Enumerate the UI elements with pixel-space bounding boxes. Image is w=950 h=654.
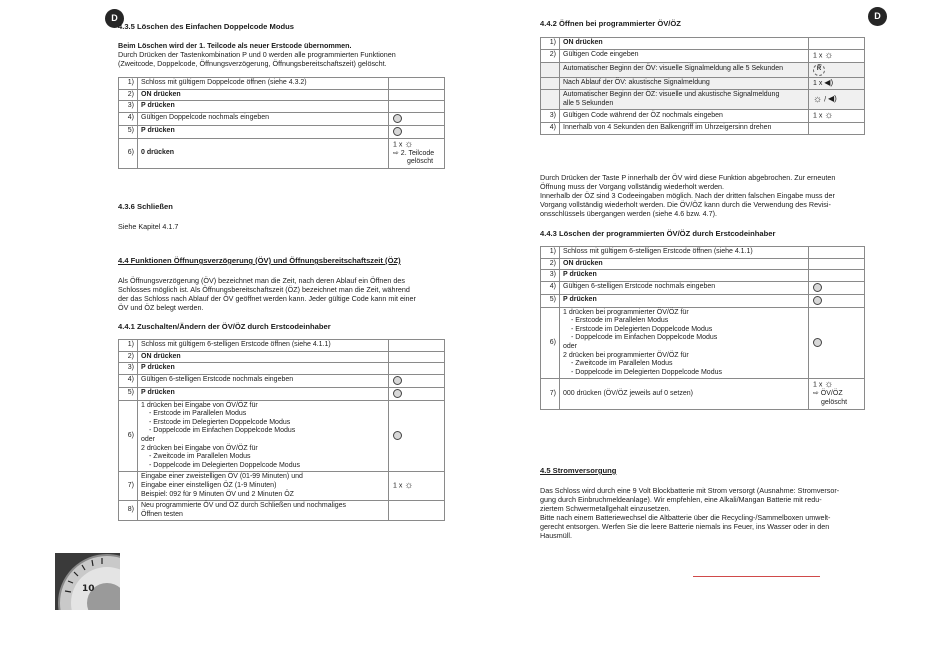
step-number: 1) [119, 340, 138, 352]
text-after-4-4-2: Durch Drücken der Taste P innerhalb der ÖV wird diese Funktion abgebrochen. Zur erneuten Öffnung muss der Vorgang vollständig wiederholt werden. Innerhalb der ÖZ sind 3 Codeeingaben möglich. Nach der dritten falschen Eingabe muss der Vorgang vollständig wiederholt werden. Die ÖV/ÖZ kann durch die Verwendung des Revisi- onsschlüssels übergangen werden (siehe 4.6 bzw. 4.7). [540, 173, 836, 218]
step-text: Eingabe einer zweistelligen ÖV (01-99 Minuten) und Eingabe einer einstelligen ÖZ (1-9 Minuten) Beispiel: 092 für 9 Minuten ÖV und 2 Minuten ÖZ [138, 472, 389, 501]
step-icon-cell [389, 125, 445, 138]
table-row [119, 387, 445, 400]
code-icon [393, 114, 402, 123]
step-text: Innerhalb von 4 Sekunden den Balkengriff im Uhrzeigersinn drehen [560, 123, 809, 135]
table-row [541, 90, 865, 110]
step-text: P drücken [138, 101, 389, 113]
step-icon-cell [809, 247, 865, 259]
code-icon [393, 389, 402, 398]
step-number: 4) [541, 281, 560, 294]
step-icon-cell [389, 138, 445, 168]
steps-table-4-4-2 [540, 37, 865, 135]
step-number: 7) [119, 472, 138, 501]
step-number: 1) [541, 247, 560, 259]
light-signal-icon: ☼ [824, 379, 834, 391]
step-icon-cell: ☼ / ◀) [809, 90, 865, 110]
code-icon [813, 338, 822, 347]
table-row [541, 110, 865, 123]
step-icon-cell [809, 307, 865, 379]
step-text: ON drücken [560, 258, 809, 270]
text-4-5: Das Schloss wird durch eine 9 Volt Blockbatterie mit Strom versorgt (Ausnahme: Stromversor- gung durch Einbruchmeldeanlage). Wir empfehlen, eine Alkali/Mangan Batterie mit redu- ziertem Schwermetallgehalt einzusetzen. Bitte nach einem Batteriewechsel die Altbatterie über die Recycling-/Sammelboxen umwelt- gerecht entsorgen. Werfen Sie die leere Batterie niemals ins Feuer, ins Wasser oder in den Hausmüll. [540, 486, 840, 540]
table-row [119, 472, 445, 501]
table-row [541, 123, 865, 135]
step-text: ON drücken [560, 38, 809, 50]
step-number: 1) [541, 38, 560, 50]
table-row [541, 379, 865, 409]
step-icon-cell [389, 101, 445, 113]
step-number: 3) [119, 101, 138, 113]
intro-line: Durch Drücken der Tastenkombination P und 0 werden alle programmierten Funktionen [118, 50, 396, 59]
step-icon-cell [389, 89, 445, 101]
step-number [541, 62, 560, 77]
step-icon-cell [389, 400, 445, 472]
step-icon-cell [389, 78, 445, 90]
step-number: 4) [119, 374, 138, 387]
step-icon-cell [389, 501, 445, 521]
step-number: 2) [541, 49, 560, 62]
code-icon [393, 376, 402, 385]
safe-dial-photo [55, 553, 120, 610]
table-row [119, 112, 445, 125]
step-icon-cell [809, 62, 865, 77]
step-number: 3) [541, 270, 560, 282]
table-row [119, 101, 445, 113]
heading-4-4-2: 4.4.2 Öffnen bei programmierter ÖV/ÖZ [540, 19, 681, 28]
text-4-4: Als Öffnungsverzögerung (ÖV) bezeichnet man die Zeit, nach deren Ablauf ein Öffnen des Schlosses möglich ist. Als Öffnungsbereitschaftszeit (ÖZ) bezeichnet man die Zeit, während der das Schloss nach Ablauf der ÖV geöffnet werden kann. Jeder gültige Code kann mit einer ÖV und ÖZ belegt werden. [118, 276, 416, 312]
table-row [119, 501, 445, 521]
heading-4-5: 4.5 Stromversorgung [540, 466, 617, 475]
code-icon [393, 127, 402, 136]
step-icon-cell: 1 x ☼ [389, 472, 445, 501]
step-number: 3) [119, 363, 138, 375]
steps-table-4-4-1 [118, 339, 445, 521]
speaker-icon: ◀) [824, 77, 834, 87]
step-number: 6) [541, 307, 560, 379]
table-row [541, 270, 865, 282]
steps-table-4-4-3 [540, 246, 865, 410]
table-row [119, 78, 445, 90]
table-row [119, 125, 445, 138]
page-marker-right: D [868, 7, 887, 26]
step-icon-cell [809, 379, 865, 409]
repeat-count: 1 x ☼ [813, 379, 834, 391]
table-row [541, 307, 865, 379]
code-icon [813, 296, 822, 305]
result-line: gelöscht [821, 398, 848, 406]
light-signal-icon: ☼ [404, 138, 414, 150]
step-text: Automatischer Beginn der ÖV: visuelle Signalmeldung alle 5 Sekunden [560, 62, 809, 77]
step-number: 5) [119, 387, 138, 400]
step-text: P drücken [138, 125, 389, 138]
step-icon-cell: 1 x ◀) [809, 77, 865, 90]
step-text: Gültigen Doppelcode nochmals eingeben [138, 112, 389, 125]
heading-4-4-3: 4.4.3 Löschen der programmierten ÖV/ÖZ durch Erstcodeinhaber [540, 229, 776, 238]
red-underline-mark [693, 576, 820, 577]
step-number: 2) [541, 258, 560, 270]
result-line: ⇨ ÖV/ÖZ [813, 390, 843, 398]
table-row [541, 49, 865, 62]
result-line: ⇨ 2. Teilcode [393, 149, 435, 157]
table-row [541, 294, 865, 307]
light-signal-icon: ☼ [824, 49, 834, 61]
step-icon-cell [389, 112, 445, 125]
step-icon-cell [809, 270, 865, 282]
table-row [119, 400, 445, 472]
result-line: gelöscht [407, 158, 434, 166]
step-text: P drücken [560, 294, 809, 307]
table-row [541, 77, 865, 90]
step-text: 0 drücken [138, 138, 389, 168]
repeat-count: 1 x ☼ [393, 138, 414, 150]
step-number: 4) [541, 123, 560, 135]
step-text: Gültigen 6-stelligen Erstcode nochmals eingeben [560, 281, 809, 294]
step-text: Schloss mit gültigem 6-stelligen Erstcode öffnen (siehe 4.1.1) [138, 340, 389, 352]
table-row [541, 38, 865, 50]
table-row [119, 374, 445, 387]
visual-signal-icon: R [813, 64, 825, 76]
step-icon-cell [389, 363, 445, 375]
step-icon-cell [389, 351, 445, 363]
step-number: 2) [119, 351, 138, 363]
step-icon-cell [809, 38, 865, 50]
table-row [119, 351, 445, 363]
speaker-icon: ◀) [828, 94, 837, 104]
step-number: 3) [541, 110, 560, 123]
table-row [541, 281, 865, 294]
step-number: 5) [119, 125, 138, 138]
step-number: 7) [541, 379, 560, 409]
step-text: Schloss mit gültigem Doppelcode öffnen (siehe 4.3.2) [138, 78, 389, 90]
code-icon [393, 431, 402, 440]
table-row [119, 89, 445, 101]
intro-line: (Zweitcode, Doppelcode, Öffnungsverzögerung, Öffnungsbereitschaftszeit) gelöscht. [118, 59, 387, 68]
dial-number: 10 [82, 584, 95, 594]
step-icon-cell [389, 374, 445, 387]
step-number [541, 90, 560, 110]
light-signal-icon: ☼ [813, 93, 823, 105]
table-row [541, 62, 865, 77]
step-icon-cell [389, 387, 445, 400]
step-text: 1 drücken bei programmierter ÖV/ÖZ für - Erstcode im Parallelen Modus - Erstcode im Delegierten Doppelcode Modus - Doppelcode im Einfachen Doppelcode Modus oder 2 drücken bei programmierter ÖV/ÖZ für - Zweitcode im Parallelen Modus - Doppelcode im Delegierten Doppelcode Modus [560, 307, 809, 379]
step-icon-cell [389, 340, 445, 352]
step-number: 6) [119, 400, 138, 472]
step-icon-cell: 1 x ☼ [809, 110, 865, 123]
table-row [541, 247, 865, 259]
step-number: 8) [119, 501, 138, 521]
step-text: ON drücken [138, 89, 389, 101]
step-text: P drücken [138, 363, 389, 375]
steps-table-4-3-5 [118, 77, 445, 169]
table-row [119, 363, 445, 375]
heading-4-3-6: 4.3.6 Schließen [118, 202, 173, 211]
step-number: 6) [119, 138, 138, 168]
step-number [541, 77, 560, 90]
step-text: Neu programmierte ÖV und ÖZ durch Schließen und nochmaliges Öffnen testen [138, 501, 389, 521]
step-text: 1 drücken bei Eingabe von ÖV/ÖZ für - Erstcode im Parallelen Modus - Erstcode im Delegierten Doppelcode Modus - Doppelcode im Einfachen Doppelcode Modus oder 2 drücken bei Eingabe von ÖV/ÖZ für - Zweitcode im Parallelen Modus - Doppelcode im Delegierten Doppelcode Modus [138, 400, 389, 472]
step-text: P drücken [138, 387, 389, 400]
light-signal-icon: ☼ [404, 480, 414, 492]
step-icon-cell [809, 294, 865, 307]
table-row [119, 340, 445, 352]
step-text: Gültigen Code eingeben [560, 49, 809, 62]
heading-4-4: 4.4 Funktionen Öffnungsverzögerung (ÖV) und Öffnungsbereitschaftszeit (ÖZ) [118, 256, 401, 265]
table-row [541, 258, 865, 270]
step-text: ON drücken [138, 351, 389, 363]
step-text: Gültigen 6-stelligen Erstcode nochmals eingeben [138, 374, 389, 387]
safe-dial-image [55, 553, 120, 610]
step-text: Automatischer Beginn der ÖZ: visuelle und akustische Signalmeldung alle 5 Sekunden [560, 90, 809, 110]
step-number: 1) [119, 78, 138, 90]
step-number: 2) [119, 89, 138, 101]
code-icon [813, 283, 822, 292]
text-4-3-6: Siehe Kapitel 4.1.7 [118, 222, 179, 231]
heading-4-3-5: 4.3.5 Löschen des Einfachen Doppelcode Modus [118, 22, 294, 31]
page-marker-left: D [105, 9, 124, 28]
step-text: Gültigen Code während der ÖZ nochmals eingeben [560, 110, 809, 123]
step-icon-cell: 1 x ☼ [809, 49, 865, 62]
step-text: Schloss mit gültigem 6-stelligen Erstcode öffnen (siehe 4.1.1) [560, 247, 809, 259]
step-icon-cell [809, 281, 865, 294]
step-number: 4) [119, 112, 138, 125]
intro-4-3-5 [118, 41, 396, 68]
step-text: P drücken [560, 270, 809, 282]
step-icon-cell [809, 123, 865, 135]
step-icon-cell [809, 258, 865, 270]
step-text: Nach Ablauf der ÖV: akustische Signalmeldung [560, 77, 809, 90]
step-text: 000 drücken (ÖV/ÖZ jeweils auf 0 setzen) [560, 379, 809, 409]
step-number: 5) [541, 294, 560, 307]
light-signal-icon: ☼ [824, 110, 834, 122]
table-row [119, 138, 445, 168]
heading-4-4-1: 4.4.1 Zuschalten/Ändern der ÖV/ÖZ durch Erstcodeinhaber [118, 322, 331, 331]
intro-bold: Beim Löschen wird der 1. Teilcode als neuer Erstcode übernommen. [118, 41, 352, 50]
